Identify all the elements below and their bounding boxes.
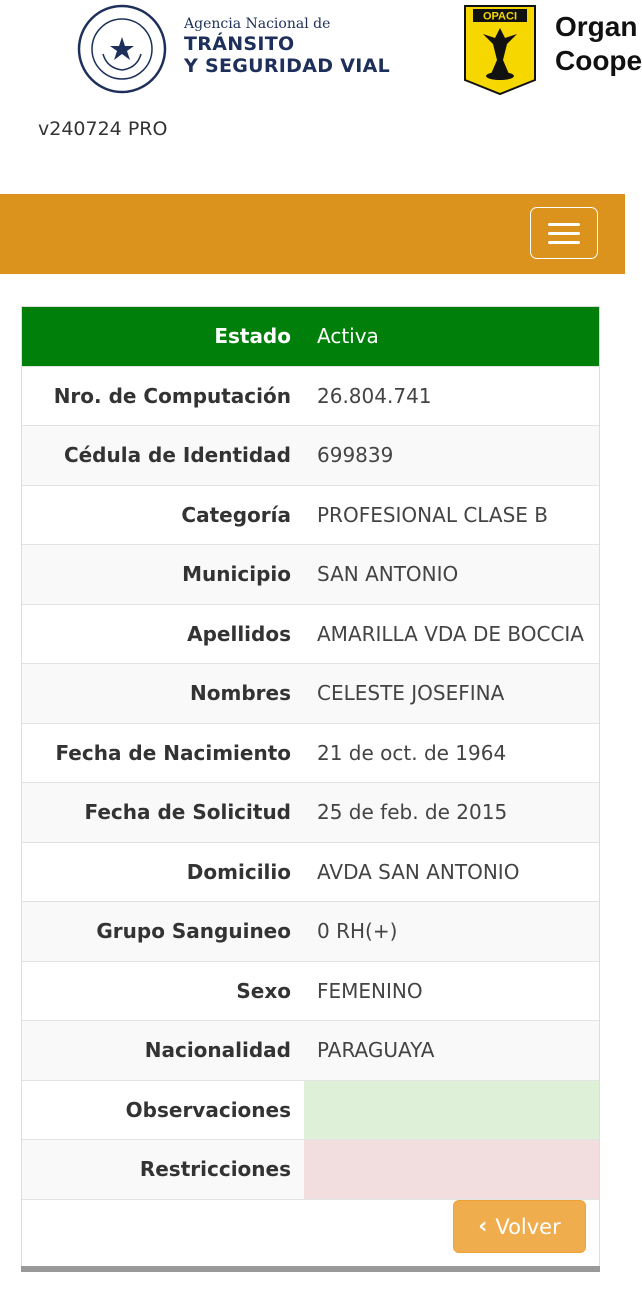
paraguay-seal-icon bbox=[77, 4, 167, 94]
hamburger-icon-bar-2 bbox=[548, 232, 580, 235]
agency-line-2: TRÁNSITO bbox=[184, 33, 295, 55]
header bbox=[0, 0, 642, 100]
record-row bbox=[22, 902, 599, 962]
record-value: CELESTE JOSEFINA bbox=[304, 664, 599, 724]
record-row bbox=[22, 723, 599, 783]
record-value bbox=[304, 1080, 599, 1140]
version-label: v240724 PRO bbox=[38, 118, 168, 140]
record-row bbox=[22, 842, 599, 902]
record-label: Apellidos bbox=[22, 604, 304, 664]
license-record-card bbox=[21, 306, 600, 1272]
record-label: Nombres bbox=[22, 664, 304, 724]
record-value: 21 de oct. de 1964 bbox=[304, 723, 599, 783]
agency-line-3: Y SEGURIDAD VIAL bbox=[184, 55, 391, 77]
record-row bbox=[22, 545, 599, 605]
record-value: PROFESIONAL CLASE B bbox=[304, 485, 599, 545]
record-label: Sexo bbox=[22, 961, 304, 1021]
record-label: Fecha de Nacimiento bbox=[22, 723, 304, 783]
record-label: Domicilio bbox=[22, 842, 304, 902]
menu-toggle-button[interactable] bbox=[530, 207, 598, 259]
record-value: 0 RH(+) bbox=[304, 902, 599, 962]
agency-name bbox=[184, 16, 390, 77]
record-label: Observaciones bbox=[22, 1080, 304, 1140]
record-label: Categoría bbox=[22, 485, 304, 545]
hamburger-icon-bar-3 bbox=[548, 241, 580, 244]
record-value: AMARILLA VDA DE BOCCIA bbox=[304, 604, 599, 664]
opaci-logo-icon bbox=[463, 4, 537, 96]
volver-button-label: Volver bbox=[495, 1214, 561, 1239]
record-label: Fecha de Solicitud bbox=[22, 783, 304, 843]
card-bottom-border bbox=[21, 1266, 600, 1272]
record-label: Municipio bbox=[22, 545, 304, 605]
license-record-table bbox=[22, 307, 599, 1200]
volver-button[interactable] bbox=[453, 1200, 586, 1253]
record-value: 25 de feb. de 2015 bbox=[304, 783, 599, 843]
record-row bbox=[22, 426, 599, 486]
record-value: PARAGUAYA bbox=[304, 1021, 599, 1081]
record-row bbox=[22, 604, 599, 664]
record-value bbox=[304, 1140, 599, 1200]
record-row bbox=[22, 307, 599, 366]
record-value: 699839 bbox=[304, 426, 599, 486]
record-row bbox=[22, 485, 599, 545]
org-line-2: Coope bbox=[555, 45, 642, 76]
record-value: AVDA SAN ANTONIO bbox=[304, 842, 599, 902]
record-value: Activa bbox=[304, 307, 599, 366]
record-value: SAN ANTONIO bbox=[304, 545, 599, 605]
record-value: 26.804.741 bbox=[304, 366, 599, 426]
record-row bbox=[22, 1140, 599, 1200]
record-row bbox=[22, 1021, 599, 1081]
record-row bbox=[22, 366, 599, 426]
record-label: Grupo Sanguineo bbox=[22, 902, 304, 962]
record-label: Nacionalidad bbox=[22, 1021, 304, 1081]
navbar bbox=[0, 194, 625, 274]
chevron-left-icon: ‹ bbox=[478, 1214, 488, 1239]
record-row bbox=[22, 961, 599, 1021]
record-row bbox=[22, 664, 599, 724]
record-value: FEMENINO bbox=[304, 961, 599, 1021]
record-label: Cédula de Identidad bbox=[22, 426, 304, 486]
hamburger-icon-bar-1 bbox=[548, 223, 580, 226]
org-name bbox=[555, 10, 642, 78]
record-row bbox=[22, 1080, 599, 1140]
record-label: Estado bbox=[22, 307, 304, 366]
org-line-1: Organ bbox=[555, 11, 638, 42]
record-label: Restricciones bbox=[22, 1140, 304, 1200]
opaci-label: OPACI bbox=[482, 10, 518, 23]
record-row bbox=[22, 783, 599, 843]
record-label: Nro. de Computación bbox=[22, 366, 304, 426]
agency-line-1: Agencia Nacional de bbox=[184, 16, 331, 32]
